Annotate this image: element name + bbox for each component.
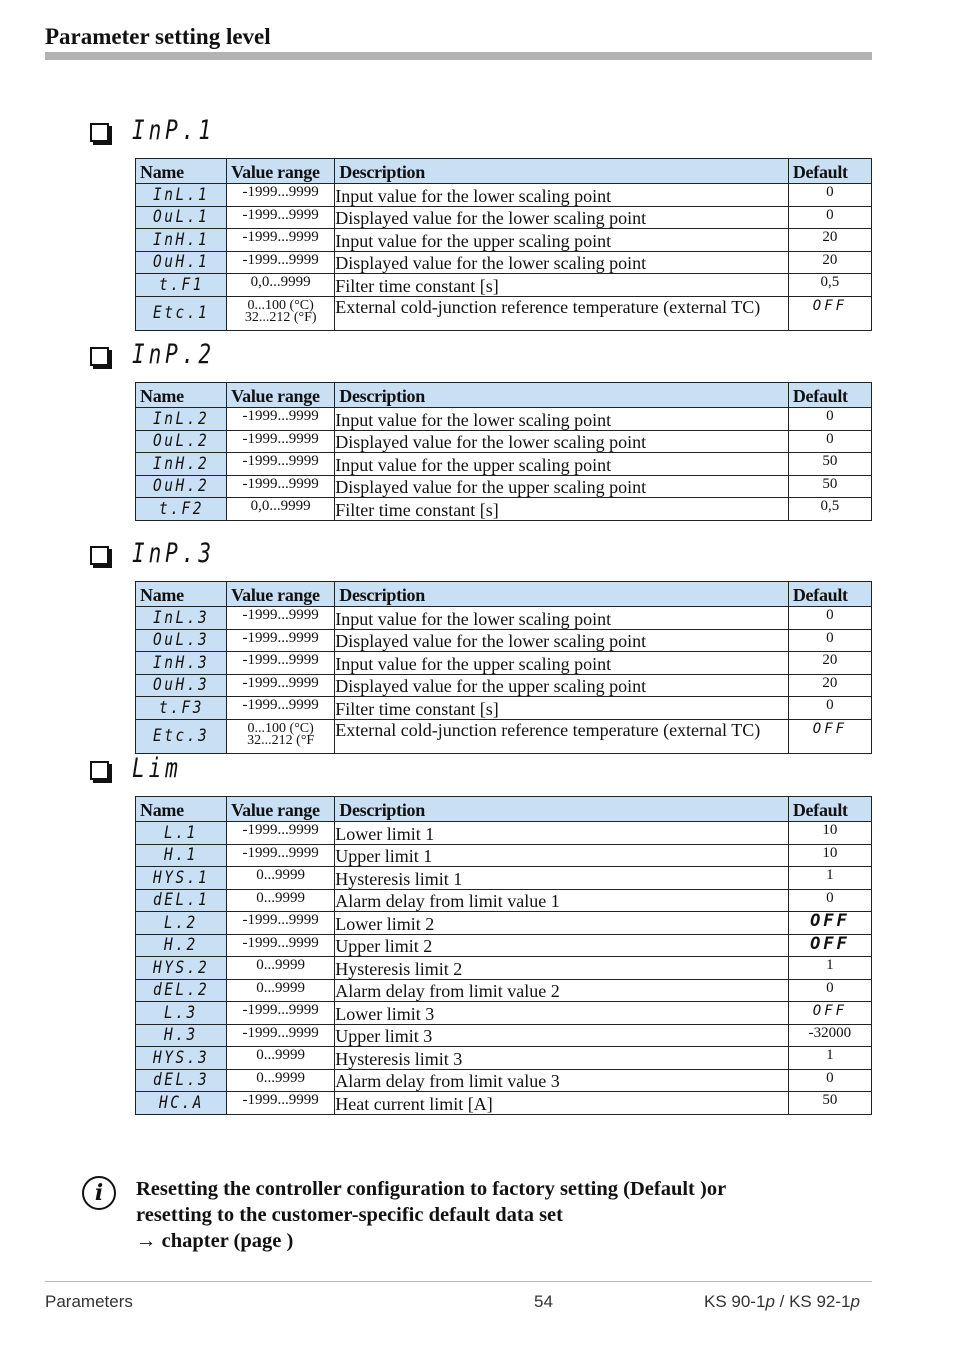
default-value: 0 [788,184,871,207]
parameter-name [136,251,227,274]
table-row [136,1047,872,1070]
table-header-row [136,797,872,822]
value-range [227,844,335,867]
parameter-table [135,796,872,1115]
parameter-name [136,296,227,330]
default-value: 0 [788,889,871,912]
column-header: Value range [227,582,335,607]
table-row [136,697,872,720]
table-row [136,844,872,867]
table-row [136,453,872,476]
parameter-name [136,652,227,675]
parameter-name-label: Etc.3 [152,726,210,746]
parameter-description: Displayed value for the lower scaling point [335,251,789,274]
value-range [227,912,335,935]
parameter-description: Hysteresis limit 1 [335,867,789,890]
value-range [227,274,335,297]
value-range [227,1002,335,1025]
default-value: OFF [788,1002,871,1025]
value-range-line: -1999...9999 [242,912,319,928]
parameter-name-label: dEL.3 [152,1070,210,1091]
table-row [136,1092,872,1115]
parameter-name-label: InL.1 [152,184,210,205]
table-header-row [136,383,872,408]
parameter-name [136,1047,227,1070]
section-checkbox-icon [90,123,109,142]
parameter-name-label: Etc.1 [152,303,210,323]
value-range-line: 0...9999 [256,1069,306,1086]
column-header: Value range [227,383,335,408]
table-row [136,475,872,498]
section-checkbox-icon [90,546,109,565]
value-range-line: -1999...9999 [242,1092,319,1108]
parameter-description: Input value for the upper scaling point [335,229,789,252]
value-range-line: 0...9999 [256,867,306,883]
default-value: 0 [788,1069,871,1092]
parameter-description: Upper limit 3 [335,1024,789,1047]
table-row [136,251,872,274]
column-header: Default [788,383,871,408]
column-header: Name [136,582,227,607]
parameter-name-label: L.2 [164,912,198,933]
page-number: 54 [534,1292,553,1311]
parameter-table [135,382,872,521]
parameter-description: Hysteresis limit 2 [335,957,789,980]
value-range [227,674,335,697]
parameter-description: Input value for the lower scaling point [335,408,789,431]
reset-note [136,1176,856,1254]
table-row [136,674,872,697]
default-value: 50 [788,475,871,498]
default-value: OFF [788,934,871,957]
value-range [227,1024,335,1047]
default-value: 0 [788,430,871,453]
value-range [227,697,335,720]
column-header: Description [335,582,789,607]
value-range-line: -1999...9999 [242,251,319,268]
table-row [136,430,872,453]
parameter-name-label: OuH.2 [152,476,210,497]
section-checkbox-icon [90,761,109,780]
parameter-name-label: HYS.1 [152,867,210,888]
parameter-description: Hysteresis limit 3 [335,1047,789,1070]
column-header: Value range [227,159,335,184]
value-range-line: -1999...9999 [242,475,319,492]
parameter-name-label: InH.2 [152,453,210,474]
parameter-name [136,822,227,845]
section-heading: InP.1 [132,115,215,146]
column-header: Name [136,159,227,184]
parameter-name [136,867,227,890]
value-range [227,251,335,274]
default-value: 20 [788,251,871,274]
reset-note-line-3: → chapter (page ) [136,1230,294,1252]
section-checkbox-icon [90,347,109,366]
value-range [227,652,335,675]
table-row [136,408,872,431]
parameter-name [136,274,227,297]
parameter-table [135,158,872,331]
parameter-name-label: HYS.3 [152,1047,210,1068]
value-range [227,934,335,957]
column-header: Value range [227,797,335,822]
parameter-name-label: OuH.3 [152,675,210,696]
footer-divider [45,1281,872,1282]
value-range-line: 32...212 (°F [247,732,315,748]
table-row [136,912,872,935]
default-value: 1 [788,957,871,980]
column-header: Name [136,797,227,822]
value-range-line: -1999...9999 [242,607,319,623]
default-value: 1 [788,867,871,890]
value-range [227,1069,335,1092]
parameter-name-label: InL.2 [152,408,210,429]
value-range-line: 0...9999 [256,957,306,973]
value-range [227,979,335,1002]
value-range [227,1047,335,1070]
parameter-name [136,957,227,980]
parameter-name-label: InH.3 [152,652,210,673]
default-value: 20 [788,674,871,697]
value-range-line: 32...212 (°F) [244,309,317,325]
parameter-name-label: OuL.3 [152,630,210,651]
value-range-line: -1999...9999 [242,629,319,646]
table-header-row [136,159,872,184]
default-value: 0 [788,408,871,431]
parameter-description: Lower limit 2 [335,912,789,935]
value-range [227,229,335,252]
value-range [227,184,335,207]
parameter-description: Filter time constant [s] [335,274,789,297]
value-range [227,453,335,476]
header-divider [45,52,872,60]
value-range-line: -1999...9999 [242,652,319,668]
parameter-description: Upper limit 2 [335,934,789,957]
parameter-name-label: InL.3 [152,607,210,628]
value-range-line: -1999...9999 [242,1024,319,1041]
reset-note-line-2: resetting to the customer-specific default data set [136,1204,563,1226]
parameter-description: External cold-junction reference temperature (external TC) [335,296,789,330]
column-header: Description [335,797,789,822]
parameter-description: Lower limit 1 [335,822,789,845]
value-range-line: -1999...9999 [242,184,319,200]
table-row [136,889,872,912]
parameter-description: Input value for the upper scaling point [335,652,789,675]
parameter-description: Displayed value for the lower scaling point [335,206,789,229]
parameter-name [136,430,227,453]
column-header: Default [788,797,871,822]
table-row [136,607,872,630]
default-value: 0,5 [788,498,871,521]
parameter-name-label: OuL.1 [152,207,210,228]
table-row [136,1069,872,1092]
column-header: Name [136,383,227,408]
parameter-name-label: t.F2 [158,498,204,519]
parameter-name [136,1024,227,1047]
table-row [136,934,872,957]
parameter-name-label: HYS.2 [152,957,210,978]
parameter-name-label: H.3 [164,1025,198,1046]
value-range-line: -1999...9999 [242,674,319,691]
parameter-name-label: t.F1 [158,274,204,295]
value-range-line: 0,0...9999 [250,274,311,290]
table-row [136,629,872,652]
parameter-description: Input value for the upper scaling point [335,453,789,476]
value-range [227,498,335,521]
parameter-name [136,206,227,229]
parameter-description: External cold-junction reference temperature (external TC) [335,719,789,753]
parameter-description: Lower limit 3 [335,1002,789,1025]
default-value: 0 [788,697,871,720]
default-value: 10 [788,844,871,867]
value-range-line: 0...9999 [256,979,306,996]
table-row [136,822,872,845]
default-value: 0 [788,206,871,229]
value-range [227,408,335,431]
default-value: 0 [788,607,871,630]
value-range [227,719,335,753]
parameter-description: Displayed value for the lower scaling point [335,629,789,652]
default-value: OFF [788,912,871,935]
value-range-line: 0,0...9999 [250,498,311,514]
column-header: Description [335,159,789,184]
info-icon: i [82,1176,116,1210]
parameter-name [136,1069,227,1092]
default-value: -32000 [788,1024,871,1047]
parameter-name-label: H.1 [164,845,198,866]
page-title: Parameter setting level [45,24,271,49]
value-range-line: -1999...9999 [242,934,319,951]
parameter-name [136,1092,227,1115]
default-value: 0,5 [788,274,871,297]
parameter-description: Filter time constant [s] [335,697,789,720]
parameter-name [136,475,227,498]
default-value: 20 [788,652,871,675]
table-row [136,1002,872,1025]
default-value: 50 [788,453,871,476]
value-range-line: -1999...9999 [242,822,319,838]
parameter-name [136,912,227,935]
value-range [227,867,335,890]
section-heading: InP.3 [132,538,215,569]
parameter-name [136,674,227,697]
table-row [136,498,872,521]
value-range [227,475,335,498]
default-value: 20 [788,229,871,252]
parameter-name-label: H.2 [164,935,198,956]
parameter-name [136,719,227,753]
value-range-line: 0...9999 [256,889,306,906]
value-range-line: -1999...9999 [242,453,319,469]
table-row [136,979,872,1002]
parameter-description: Displayed value for the lower scaling point [335,430,789,453]
table-header-row [136,582,872,607]
parameter-description: Input value for the lower scaling point [335,607,789,630]
value-range [227,957,335,980]
default-value: 0 [788,979,871,1002]
parameter-description: Alarm delay from limit value 2 [335,979,789,1002]
value-range-line: -1999...9999 [242,430,319,447]
column-header: Default [788,159,871,184]
table-row [136,296,872,330]
table-row [136,229,872,252]
parameter-name-label: t.F3 [158,697,204,718]
parameter-description: Alarm delay from limit value 1 [335,889,789,912]
parameter-name [136,934,227,957]
table-row [136,652,872,675]
table-row [136,1024,872,1047]
parameter-name [136,1002,227,1025]
parameter-name-label: HC.A [158,1092,204,1113]
parameter-name [136,889,227,912]
reset-note-line-1: Resetting the controller configuration to factory setting (Default )or [136,1178,727,1200]
parameter-name [136,844,227,867]
parameter-description: Heat current limit [A] [335,1092,789,1115]
value-range-line: 0...100 (°C) [247,720,314,736]
table-row [136,957,872,980]
table-row [136,719,872,753]
value-range [227,296,335,330]
table-row [136,206,872,229]
parameter-name [136,697,227,720]
value-range-line: -1999...9999 [242,408,319,424]
parameter-description: Filter time constant [s] [335,498,789,521]
parameter-name [136,629,227,652]
column-header: Default [788,582,871,607]
parameter-name [136,498,227,521]
default-value: OFF [788,296,871,330]
parameter-name-label: InH.1 [152,229,210,250]
default-value: 50 [788,1092,871,1115]
footer-product-name: KS 90-1p / KS 92-1p [704,1292,860,1311]
section-heading: Lim [132,753,182,784]
footer-section-name: Parameters [45,1292,133,1311]
column-header: Description [335,383,789,408]
default-value: 0 [788,629,871,652]
parameter-name [136,453,227,476]
value-range [227,822,335,845]
parameter-description: Upper limit 1 [335,844,789,867]
default-value: OFF [788,719,871,753]
parameter-name [136,229,227,252]
parameter-description: Alarm delay from limit value 3 [335,1069,789,1092]
default-value: 1 [788,1047,871,1070]
parameter-name [136,184,227,207]
value-range [227,1092,335,1115]
value-range [227,889,335,912]
value-range-line: -1999...9999 [242,844,319,861]
parameter-description: Displayed value for the upper scaling point [335,475,789,498]
default-value: 10 [788,822,871,845]
parameter-name-label: L.3 [164,1002,198,1023]
value-range [227,629,335,652]
section-heading: InP.2 [132,339,215,370]
parameter-name [136,408,227,431]
table-row [136,867,872,890]
value-range-line: -1999...9999 [242,206,319,223]
parameter-name-label: L.1 [164,822,198,843]
parameter-name [136,607,227,630]
table-row [136,274,872,297]
parameter-name-label: OuL.2 [152,431,210,452]
parameter-name [136,979,227,1002]
parameter-name-label: dEL.1 [152,890,210,911]
value-range-line: -1999...9999 [242,1002,319,1018]
value-range-line: 0...100 (°C) [247,297,314,313]
table-row [136,184,872,207]
value-range-line: -1999...9999 [242,229,319,245]
parameter-name-label: OuH.1 [152,252,210,273]
value-range-line: 0...9999 [256,1047,306,1063]
value-range [227,206,335,229]
value-range [227,430,335,453]
parameter-name-label: dEL.2 [152,980,210,1001]
parameter-description: Input value for the lower scaling point [335,184,789,207]
parameter-table [135,581,872,754]
value-range-line: -1999...9999 [242,697,319,713]
value-range [227,607,335,630]
parameter-description: Displayed value for the upper scaling point [335,674,789,697]
